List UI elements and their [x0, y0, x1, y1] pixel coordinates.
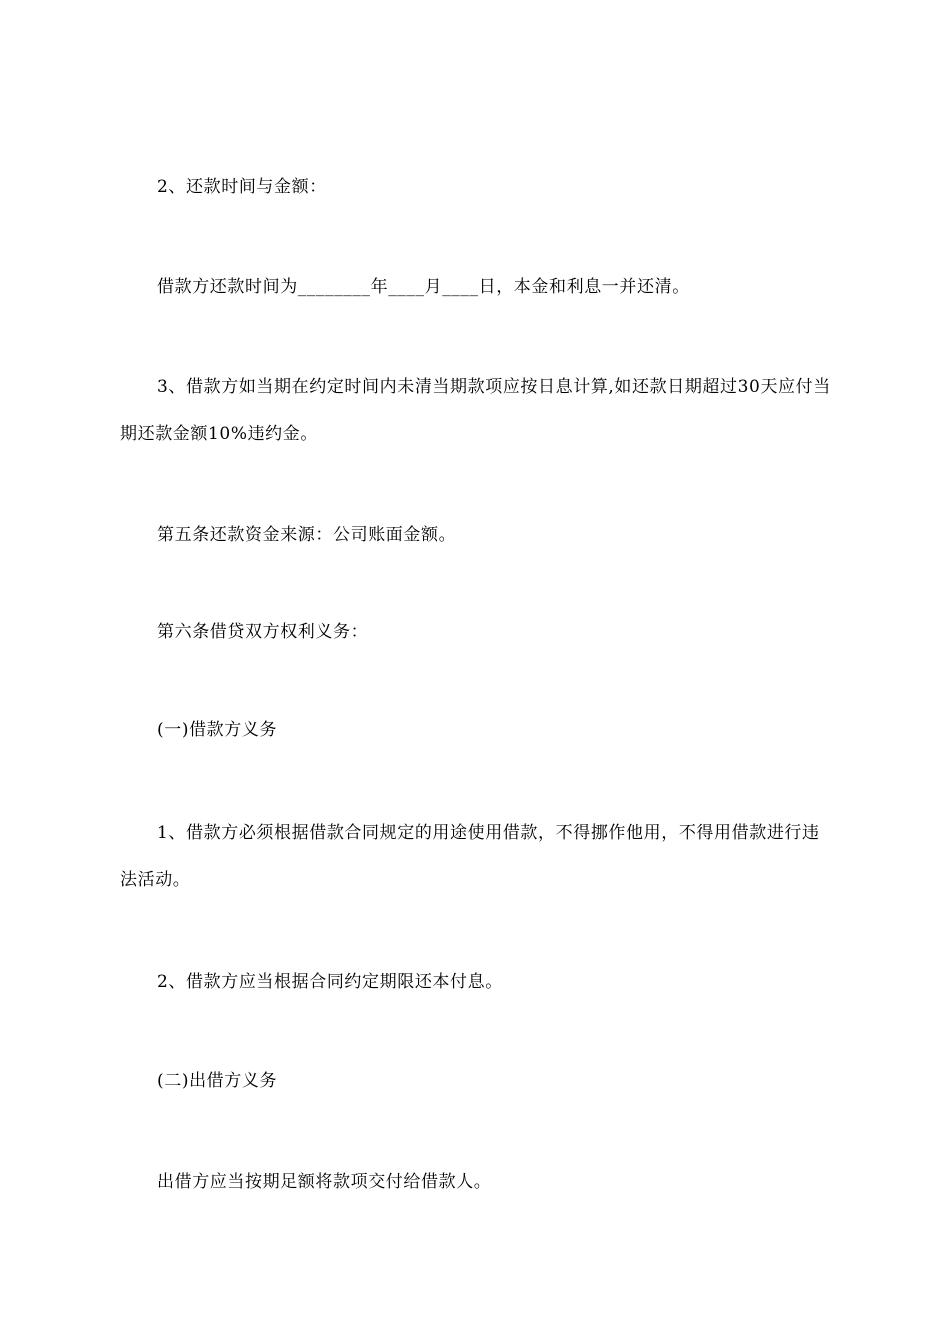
paragraph-article-six: 第六条借贷双方权利义务： [157, 622, 369, 642]
paragraph-lender-obligations-heading: (二)出借方义务 [157, 1071, 278, 1091]
paragraph-borrower-obligation-2: 2、借款方应当根据合同约定期限还本付息。 [157, 972, 503, 992]
paragraph-repayment-date: 借款方还款时间为________年____月____日，本金和利息一并还清。 [157, 277, 690, 297]
paragraph-late-payment-penalty: 3、借款方如当期在约定时间内未清当期款项应按日息计算,如还款日期超过30天应付当期还款金额10%违约金。 [120, 377, 831, 444]
paragraph-article-five: 第五条还款资金来源：公司账面金额。 [157, 525, 457, 545]
paragraph-repayment-time-heading: 2、还款时间与金额： [157, 177, 327, 197]
paragraph-lender-obligation: 出借方应当按期足额将款项交付给借款人。 [157, 1172, 492, 1192]
paragraph-borrower-obligation-1: 1、借款方必须根据借款合同规定的用途使用借款，不得挪作他用，不得用借款进行违法活动。 [120, 823, 820, 890]
paragraph-borrower-obligations-heading: (一)借款方义务 [157, 720, 278, 740]
